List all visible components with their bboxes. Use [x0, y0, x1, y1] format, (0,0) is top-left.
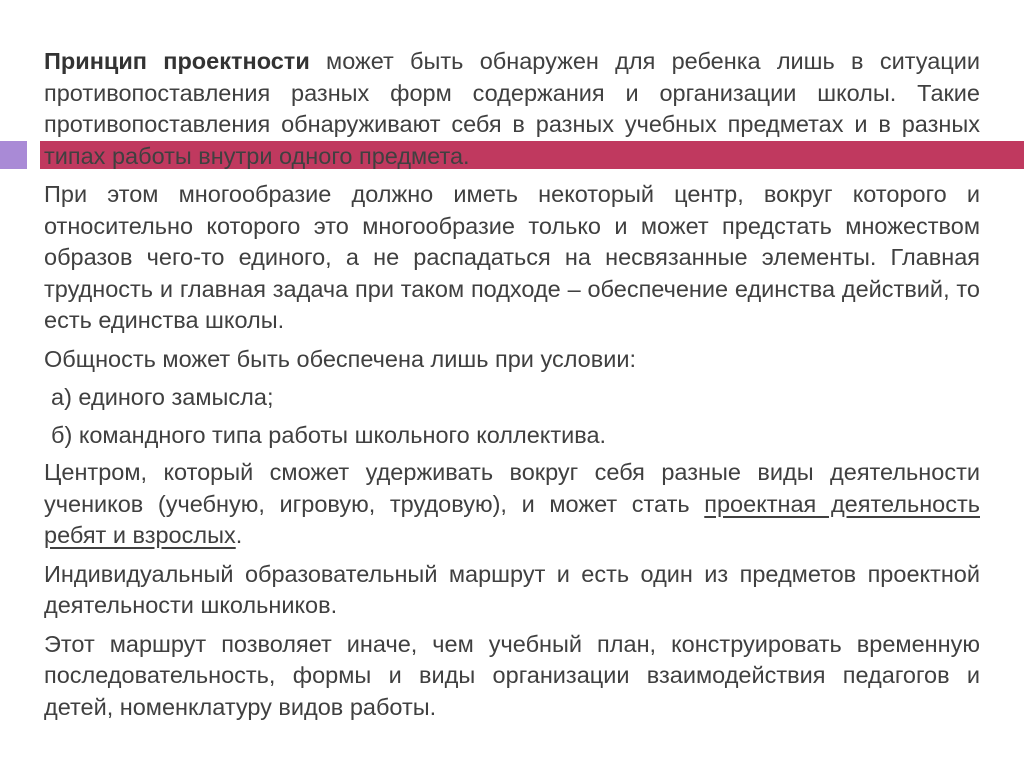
underlined-phrase: проектная деятельность ребят и взрослых: [44, 490, 980, 548]
paragraph-text: может быть обнаружен для ребенка лишь в ситуации противопоставления разных форм содержания и организации школы. Такие противопоставления обнаруживают себя в разных учебных предметах и в разных типах работы внутри одного предмета.: [44, 48, 980, 169]
paragraph-route-benefits: Этот маршрут позволяет иначе, чем учебный план, конструировать временную последовательность, формы и виды организации взаимодействия педагогов и детей, номенклатуру видов работы.: [44, 630, 980, 720]
key-term: Принцип проектности: [44, 48, 310, 74]
paragraph-design-principle: [44, 46, 980, 172]
left-accent-bar: [0, 141, 27, 169]
condition-item-b: б) командного типа работы школьного коллектива.: [51, 421, 607, 448]
paragraph-center: [44, 457, 980, 552]
paragraph-conditions: Общность может быть обеспечена лишь при условии:: [44, 345, 637, 372]
paragraph-text: Центром, который сможет удерживать вокруг себя разные виды деятельности учеников (учебную, игровую, трудовую), и может стать: [44, 459, 980, 517]
paragraph-diversity-center: При этом многообразие должно иметь некоторый центр, вокруг которого и относительно которого это многообразие только и может предстать множеством образов чего-то единого, а не распадаться на несвязанные элементы. Главная трудность и главная задача при таком подходе – обеспечение единства действий, то есть единства школы.: [44, 181, 980, 333]
sentence-end: .: [235, 522, 243, 548]
paragraph-individual-route: Индивидуальный образовательный маршрут и есть один из предметов проектной деятельности школьников.: [44, 560, 980, 618]
slide-body: [44, 46, 980, 730]
condition-item-a: а) единого замысла;: [51, 384, 274, 410]
